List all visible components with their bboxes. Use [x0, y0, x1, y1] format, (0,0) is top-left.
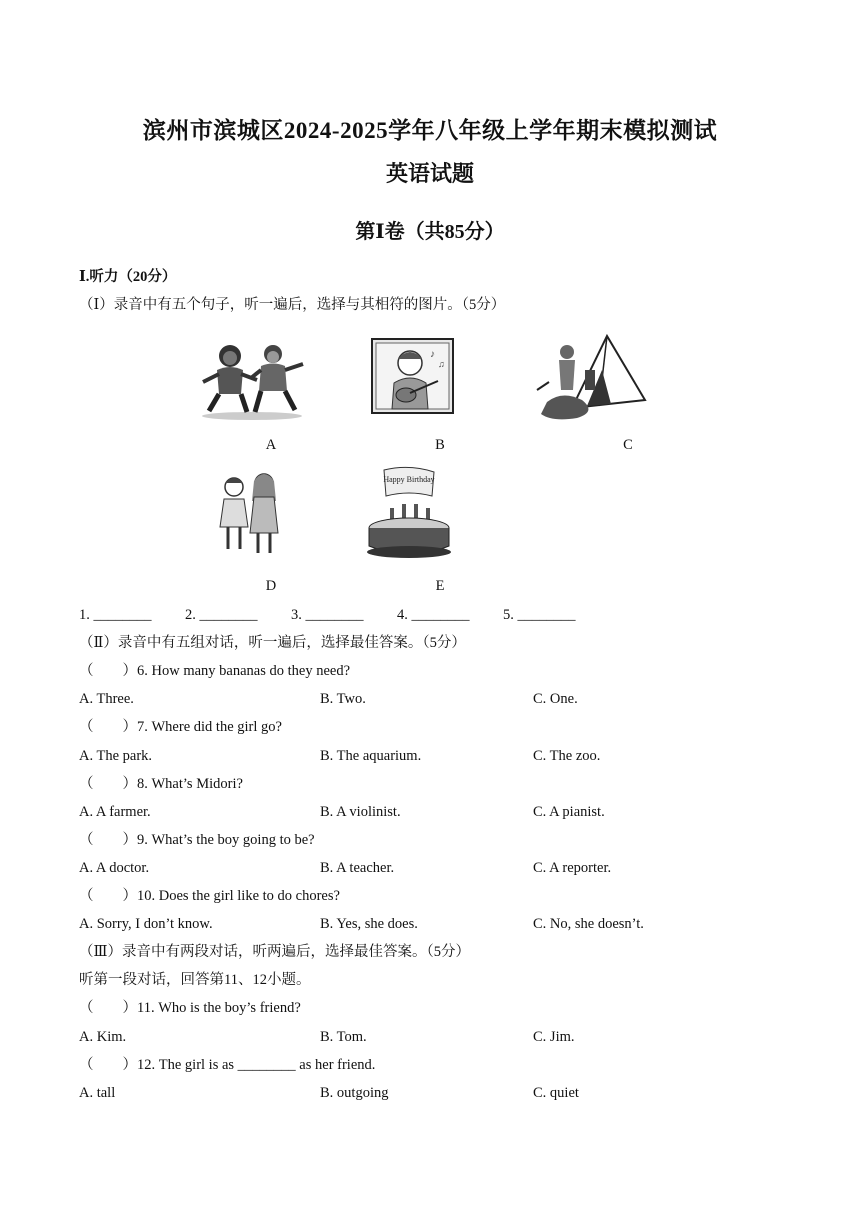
option-a[interactable]: A. Three. [79, 691, 134, 707]
option-c[interactable]: C. A reporter. [533, 860, 612, 876]
option-a[interactable]: A. Kim. [79, 1029, 127, 1045]
answer-blank-5[interactable]: 5. ________ [503, 607, 576, 623]
part1-instruction: （Ⅰ）录音中有五个句子，听一遍后，选择与其相符的图片。（5分） [79, 297, 506, 313]
part-title: 第Ⅰ卷（共85分） [355, 221, 505, 243]
option-a[interactable]: A. A farmer. [79, 804, 151, 820]
option-b[interactable]: B. outgoing [320, 1085, 389, 1101]
option-a[interactable]: A. The park. [79, 748, 153, 764]
option-a[interactable]: A. tall [79, 1085, 116, 1101]
option-b[interactable]: B. Yes, she does. [320, 916, 418, 932]
picture-label-c: C [623, 437, 633, 453]
answer-blank-3[interactable]: 3. ________ [291, 607, 364, 623]
part2-instruction: （Ⅱ）录音中有五组对话，听一遍后，选择最佳答案。（5分） [79, 635, 466, 651]
option-a[interactable]: A. Sorry, I don’t know. [79, 916, 213, 932]
picture-label-d: D [265, 578, 277, 594]
part3-instruction: （Ⅲ）录音中有两段对话，听两遍后，选择最佳答案。（5分） [79, 944, 470, 960]
option-c[interactable]: C. Jim. [533, 1029, 575, 1045]
option-b[interactable]: B. A violinist. [320, 804, 401, 820]
exam-title: 滨州市滨城区2024-2025学年八年级上学年期末模拟测试 [142, 118, 718, 143]
option-c[interactable]: C. No, she doesn’t. [533, 916, 644, 932]
tent-camping-picture [527, 330, 647, 422]
option-b[interactable]: B. Two. [320, 691, 366, 707]
cake-banner-text: Happy Birthday [383, 475, 435, 484]
picture-label-a: A [265, 437, 277, 453]
option-b[interactable]: B. Tom. [320, 1029, 367, 1045]
picture-label-e: E [435, 578, 445, 594]
boy-playing-guitar-picture [370, 337, 455, 415]
question-stem: （ ）6. How many bananas do they need? [79, 663, 351, 679]
svg-text:♪: ♪ [430, 349, 435, 360]
question-stem: （ ）8. What’s Midori? [79, 776, 243, 792]
kids-dancing-picture [195, 336, 310, 421]
birthday-cake-picture [362, 466, 456, 562]
option-a[interactable]: A. A doctor. [79, 860, 150, 876]
question-stem: （ ）12. The girl is as ________ as her friend. [79, 1057, 376, 1073]
answer-blank-2[interactable]: 2. ________ [185, 607, 258, 623]
two-girls-picture [210, 467, 290, 557]
question-stem: （ ）9. What’s the boy going to be? [79, 832, 315, 848]
option-c[interactable]: C. The zoo. [533, 748, 601, 764]
answer-blank-1[interactable]: 1. ________ [79, 607, 152, 623]
option-b[interactable]: B. The aquarium. [320, 748, 422, 764]
part3-note: 听第一段对话，回答第11、12小题。 [79, 972, 311, 988]
option-b[interactable]: B. A teacher. [320, 860, 395, 876]
section-heading: Ⅰ.听力（20分） [79, 269, 177, 285]
question-stem: （ ）10. Does the girl like to do chores? [79, 888, 340, 904]
option-c[interactable]: C. A pianist. [533, 804, 605, 820]
question-stem: （ ）11. Who is the boy’s friend? [79, 1000, 301, 1016]
option-c[interactable]: C. One. [533, 691, 578, 707]
question-stem: （ ）7. Where did the girl go? [79, 719, 282, 735]
exam-subtitle: 英语试题 [385, 161, 474, 186]
svg-text:♫: ♫ [438, 359, 445, 369]
option-c[interactable]: C. quiet [533, 1085, 579, 1101]
picture-label-b: B [435, 437, 445, 453]
answer-blank-4[interactable]: 4. ________ [397, 607, 470, 623]
